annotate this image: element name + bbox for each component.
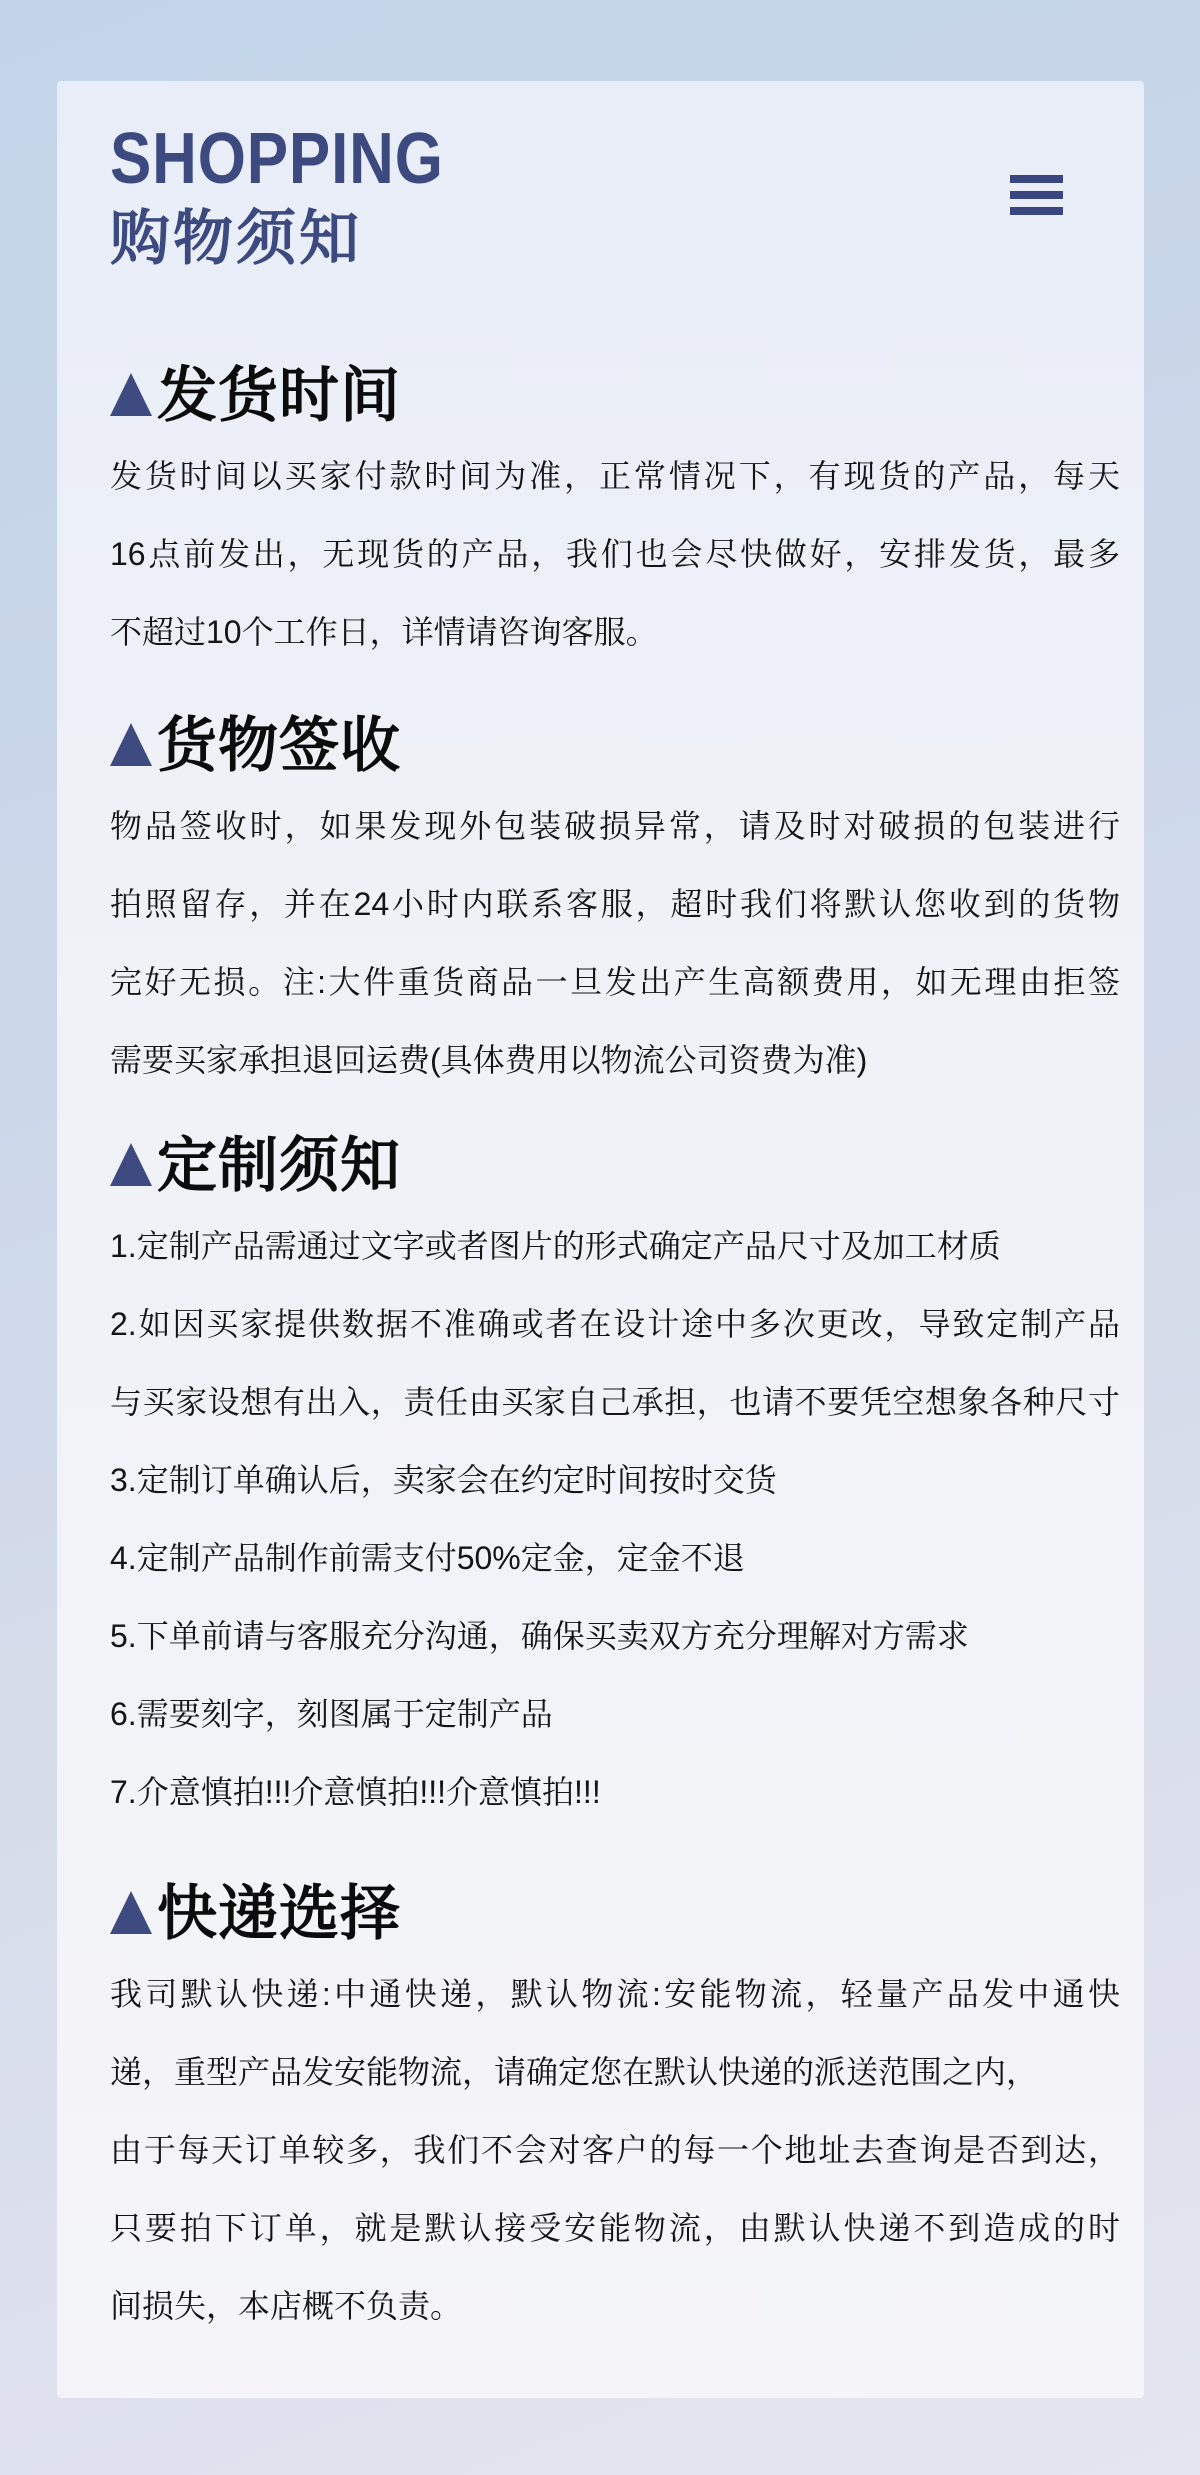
section-customization-notice <box>110 1133 1120 1831</box>
section-heading-text: 定制须知 <box>157 1132 401 1199</box>
triangle-up-icon <box>110 1143 152 1186</box>
hamburger-menu-icon[interactable] <box>1010 175 1063 215</box>
section-heading-text: 发货时间 <box>157 362 401 429</box>
body-line: 由于每天订单较多，我们不会对客户的每一个地址去查询是否到达， <box>110 2132 1120 2168</box>
hamburger-bar <box>1010 191 1063 199</box>
body-line: 6.需要刻字，刻图属于定制产品 <box>110 1696 553 1732</box>
section-heading <box>110 713 1120 779</box>
body-line: 完好无损。注:大件重货商品一旦发出产生高额费用，如无理由拒签 <box>110 964 1120 1000</box>
body-line: 只要拍下订单，就是默认接受安能物流，由默认快递不到造成的时 <box>110 2210 1120 2246</box>
section-courier-selection <box>110 1881 1120 2345</box>
hamburger-bar <box>1010 175 1063 183</box>
body-line: 物品签收时，如果发现外包装破损异常，请及时对破损的包装进行 <box>110 808 1120 844</box>
page-title-chinese: 购物须知 <box>110 205 362 272</box>
triangle-up-icon <box>110 373 152 416</box>
section-body <box>110 1207 1120 1831</box>
body-line: 发货时间以买家付款时间为准，正常情况下，有现货的产品，每天 <box>110 458 1120 494</box>
body-line: 4.定制产品制作前需支付50%定金，定金不退 <box>110 1540 745 1576</box>
body-line: 拍照留存，并在24小时内联系客服，超时我们将默认您收到的货物 <box>110 886 1120 922</box>
body-line: 3.定制订单确认后，卖家会在约定时间按时交货 <box>110 1462 777 1498</box>
body-line: 间损失，本店概不负责。 <box>110 2288 463 2324</box>
body-line: 需要买家承担退回运费(具体费用以物流公司资费为准) <box>110 1042 868 1078</box>
section-shipping-time <box>110 363 1120 671</box>
triangle-up-icon <box>110 1891 152 1934</box>
body-line: 7.介意慎拍!!!介意慎拍!!!介意慎拍!!! <box>110 1774 601 1810</box>
section-body <box>110 437 1120 671</box>
body-line: 与买家设想有出入，责任由买家自己承担，也请不要凭空想象各种尺寸 <box>110 1384 1120 1420</box>
section-body <box>110 1955 1120 2345</box>
section-heading-text: 快递选择 <box>157 1880 401 1947</box>
section-heading <box>110 1133 1120 1199</box>
body-line: 2.如因买家提供数据不准确或者在设计途中多次更改，导致定制产品 <box>110 1306 1120 1342</box>
body-line: 1.定制产品需通过文字或者图片的形式确定产品尺寸及加工材质 <box>110 1228 1001 1264</box>
section-heading-text: 货物签收 <box>157 712 401 779</box>
body-line: 16点前发出，无现货的产品，我们也会尽快做好，安排发货，最多 <box>110 536 1120 572</box>
page-title <box>110 119 1120 277</box>
body-line: 我司默认快递:中通快递，默认物流:安能物流，轻量产品发中通快 <box>110 1976 1120 2012</box>
body-line: 递，重型产品发安能物流，请确定您在默认快递的派送范围之内， <box>110 2054 1039 2090</box>
hamburger-bar <box>1010 207 1063 215</box>
body-line: 不超过10个工作日，详情请咨询客服。 <box>110 614 658 650</box>
section-heading <box>110 1881 1120 1947</box>
body-line: 5.下单前请与客服充分沟通，确保买卖双方充分理解对方需求 <box>110 1618 969 1654</box>
triangle-up-icon <box>110 723 152 766</box>
page-title-english: SHOPPING <box>110 119 444 199</box>
section-goods-receipt <box>110 713 1120 1099</box>
section-body <box>110 787 1120 1099</box>
section-heading <box>110 363 1120 429</box>
notice-card <box>57 81 1144 2398</box>
